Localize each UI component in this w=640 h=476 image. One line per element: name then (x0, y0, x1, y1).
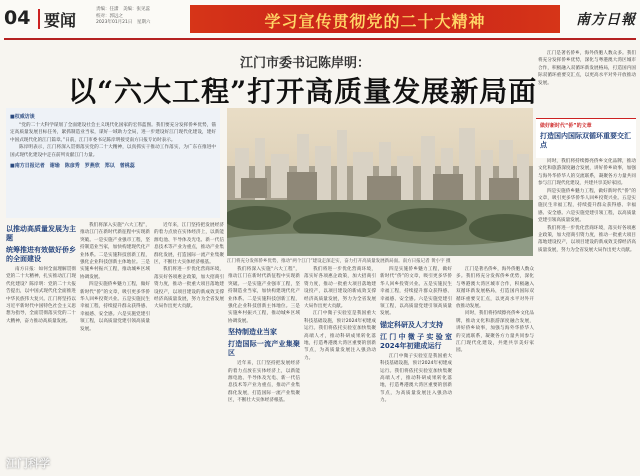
body-column-3: 近年来，江门坚持把发展经济的着力点放在实体经济上，以新能源电池、半导体及光电、新一代信息技术等产业为重点，推动产业集群化发展，打造国际一流产业集聚区，不断壮大实体经济根基。 我们将进一步优化营商环境，落实好各项惠企政策，加大招商引资力度，推动一批重大项目落地建设投产，以项目建设的新成效支撑经济高质量发展，努力为全省发展大局作出更大贡献。 (154, 223, 224, 310)
intro-tag: ■权威访谈 (10, 114, 35, 120)
theme-banner (190, 5, 560, 33)
subsection-title: 打造国内国际双循环重要交汇点 (540, 132, 631, 149)
right-column-bottom: 同时，我们将持续擦亮侨乡文化品牌，推动文化和旅游深度融合发展，讲好侨乡故事，加强与海外华侨华人的交流联系，凝聚各方力量共同参与江门现代化建设，共建共享美好家园。 四是实施侨乡魅力工程，做好新时代“侨”的文章，吸引更多华侨华人回乡投资兴业。五是实施民生幸福工程，持续提升群众获得感、幸福感、安全感。六是实施党建引领工程，以高质量党建引领高质量发展。 我们将进一步优化营商环境，落实好各项惠企政策，加大招商引资力度，推动一批重大项目落地建设投产，以项目建设的新成效支撑经济高质量发展，努力为全省发展大局作出更大贡献。 (538, 159, 636, 253)
photo-caption: 江门将充分发挥侨乡优势，推动“两个江门”建设走深走实，奋力打开高质量发展新局面。南方日报记者 黄小宇 摄 (227, 259, 451, 264)
section-heading: 锚定科研及人才支持 (380, 320, 443, 329)
subsection-tag: 做好新时代“侨”的文章 (540, 123, 592, 129)
edition-meta: 责编：任潇 美编：张见蕊 校对：郭远之 2023年01月21日 星期六 (96, 7, 151, 25)
article-kicker: 江门市委书记陈岸明： (240, 56, 371, 71)
right-column-top: 江门是著名侨乡，海外侨胞人数众多。我们将充分发挥侨乡优势，深化与粤港澳大湾区城市合作，积极融入双循环新发展格局，打造国内国际双循环重要交汇点，以更高水平对外开放推动发展。 (538, 51, 636, 86)
newspaper-logo: 南方日報 (576, 12, 636, 28)
city-skyline-photo (227, 108, 533, 256)
section-heading: 坚持制造业当家 (228, 328, 277, 337)
page-header (0, 0, 640, 40)
page-number: 04 (4, 7, 31, 29)
section-divider (38, 9, 40, 29)
body-column-4: 我们将深入实施“六大工程”，推动江门在新时代新征程中实现新突破。一是实施产业强市工程，坚持制造业当家，加快构建现代化产业体系。二是实施科技创新工程，强化企业科技创新主体地位。三是实施乡村振兴工程，推动城乡区域协调发展。 坚持制造业当家 打造国际一流产业集聚区 近年来，江门坚持把发展经济的着力点放在实体经济上，以新能源电池、半导体及光电、新一代信息技术等产业为重点，推动产业集群化发展，打造国际一流产业集聚区，不断壮大实体经济根基。 (228, 267, 300, 404)
subsection-box (536, 118, 636, 158)
author-line: ■南方日报记者 谢瑜 陈彦秀 罗燕欣 郑以 曾桃蕊 (10, 163, 135, 170)
section-heading: 打造国际一流产业集聚区 (228, 340, 300, 358)
body-column-7: 江门是著名侨乡，海外侨胞人数众多。我们将充分发挥侨乡优势，深化与粤港澳大湾区城市合作，积极融入双循环新发展格局，打造国内国际双循环重要交汇点，以更高水平对外开放推动发展。 同时，我们将持续擦亮侨乡文化品牌，推动文化和旅游深度融合发展，讲好侨乡故事，加强与海外华侨华人的交流联系，凝聚各方力量共同参与江门现代化建设，共建共享美好家园。 (456, 267, 534, 354)
article-headline: 以“六大工程”打开高质量发展新局面 (68, 75, 538, 108)
intro-paragraph: “党的二十大科学谋划了全面建设社会主义现代化国家的宏伟蓝图。我们要充分发挥侨乡优势，锚定高质量发展目标任务，紧抓制造业当家，谋好一域助力全局，进一步建设好江门现代化建设，建好中国式现代化的江门篇章。”日前，江门市委书记陈岸明接受南方日报专访时表示。 (10, 123, 216, 143)
skyline-illustration (227, 108, 533, 256)
body-column-2: 我们将深入实施“六大工程”，推动江门在新时代新征程中实现新突破。一是实施产业强市工程，坚持制造业当家，加快构建现代化产业体系。二是实施科技创新工程，强化企业科技创新主体地位。三是实施乡村振兴工程，推动城乡区域协调发展。 四是实施侨乡魅力工程，做好新时代“侨”的文章，吸引更多华侨华人回乡投资兴业。五是实施民生幸福工程，持续提升群众获得感、幸福感、安全感。六是实施党建引领工程，以高质量党建引领高质量发展。 (80, 223, 150, 332)
body-column-6: 四是实施侨乡魅力工程，做好新时代“侨”的文章，吸引更多华侨华人回乡投资兴业。五是实施民生幸福工程，持续提升群众获得感、幸福感、安全感。六是实施党建引领工程，以高质量党建引领高质量发展。 锚定科研及人才支持 江门中微子实验室2024年初建成运行 江门中微子实验室是我国重大科技基础设施，预计2024年初建成运行。我们将依托实验室加快集聚高端人才，推动科研成果转化落地，打造粤港澳大湾区重要的创新节点，为高质量发展注入强劲动力。 (380, 267, 452, 404)
header-rule (4, 38, 636, 40)
watermark: 江门科学 (6, 457, 50, 470)
section-heading: 江门中微子实验室2024年初建成运行 (380, 332, 452, 350)
section-name: 要闻 (44, 11, 77, 30)
body-column-1: 以推动高质量发展为主题 统筹推进有效做好侨乡的全面建设 南方日报：如何全面理解贯彻党的二十大精神，扎实推动江门现代化建设？陈岸明：党的二十大报告提出，以中国式现代化全面推进中华民族伟大复兴。江门将坚持以习近平新时代中国特色社会主义思想为指导，全面贯彻落实党的二十大精神，奋力推动高质量发展。 (6, 225, 76, 324)
intro-box (6, 108, 220, 218)
section-heading: 以推动高质量发展为主题 (6, 225, 76, 242)
theme-banner-text: 学习宣传贯彻党的二十大精神 (264, 12, 486, 31)
body-column-5: 我们将进一步优化营商环境，落实好各项惠企政策，加大招商引资力度，推动一批重大项目落地建设投产，以项目建设的新成效支撑经济高质量发展，努力为全省发展大局作出更大贡献。 江门中微子实验室是我国重大科技基础设施，预计2024年初建成运行。我们将依托实验室加快集聚高端人才，推动科研成果转化落地，打造粤港澳大湾区重要的创新节点，为高质量发展注入强劲动力。 (304, 267, 376, 361)
intro-paragraph: 陈岸明表示，江门将深入贯彻落实党的二十大精神，以真抓实干推动工作落实，为广东在推进中国式现代化建设中走在前列贡献江门力量。 (10, 145, 216, 158)
section-heading: 统筹推进有效做好侨乡的全面建设 (6, 246, 76, 263)
